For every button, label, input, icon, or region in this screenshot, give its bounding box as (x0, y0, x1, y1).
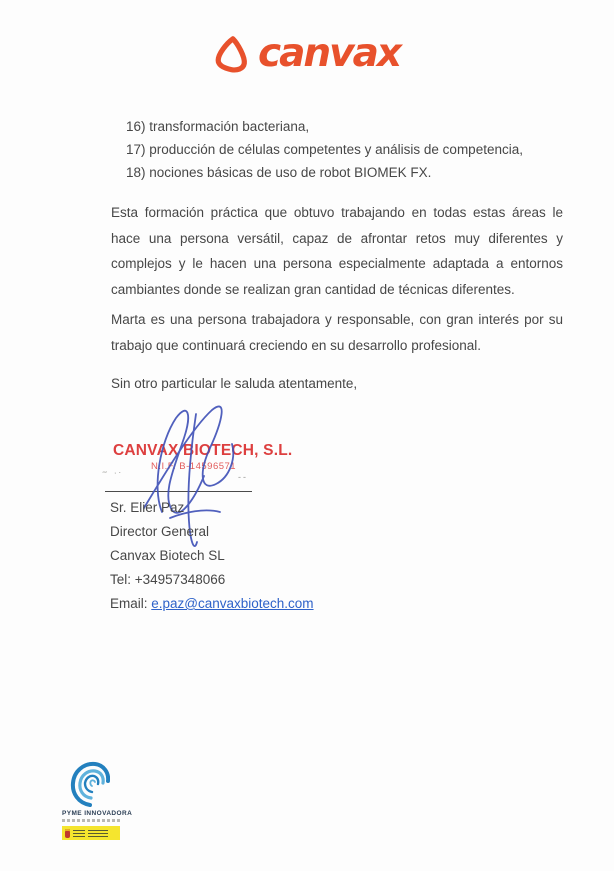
canvax-triangle-icon (214, 34, 250, 74)
company-stamp (113, 442, 292, 472)
signatory-name: Sr. Elier Paz (110, 500, 185, 515)
stamp-company-name: CANVAX BIOTECH, S.L. (113, 442, 293, 459)
signatory-block (110, 499, 314, 619)
stamp-nif: N.I.F. B-14596571 (151, 461, 237, 472)
email-link[interactable]: e.paz@canvaxbiotech.com (151, 596, 314, 611)
spain-coat-of-arms-icon (65, 829, 70, 838)
list-item: 17) producción de células competentes y análisis de competencia, (126, 142, 523, 157)
signature-line (105, 491, 252, 492)
list-item: 18) nociones básicas de uso de robot BIOMEK FX. (126, 165, 432, 180)
ministerio-text-block (88, 830, 108, 837)
paragraph-character: Marta es una persona trabajadora y responsable, con gran interés por su trabajo que continuará creciendo en su desarrollo profesional. (111, 312, 563, 353)
phone-number: +34957348066 (134, 572, 226, 587)
pencil-mark: ~ .. (101, 464, 124, 478)
gobierno-text-block (73, 830, 85, 837)
phone-label: Tel: (110, 572, 135, 587)
pyme-validity-microtext (62, 819, 120, 822)
signatory-phone (110, 571, 314, 595)
pyme-innovadora-spiral-icon (70, 760, 110, 808)
paragraph-closing: Sin otro particular le saluda atentamente, (111, 376, 358, 391)
signatory-email (110, 595, 314, 619)
paragraph-skills: Esta formación práctica que obtuvo trabajando en todas estas áreas le hace una persona versátil, capaz de afrontar retos muy diferentes y complejos y le hacen una persona especialmente adaptada a entornos cambiantes donde se realizan gran cantidad de técnicas diferentes. (111, 205, 563, 297)
training-list (126, 120, 523, 189)
pyme-innovadora-label: PYME INNOVADORA (62, 810, 133, 817)
government-ministry-banner (62, 826, 120, 840)
pencil-mark: -- (238, 472, 248, 482)
canvax-logo (214, 31, 401, 76)
email-label: Email: (110, 596, 152, 611)
footer-logos (62, 760, 142, 840)
canvax-logo-text: canvax (257, 31, 401, 76)
list-item: 16) transformación bacteriana, (126, 119, 310, 134)
signatory-role: Director General (110, 524, 210, 539)
signatory-company: Canvax Biotech SL (110, 548, 225, 563)
